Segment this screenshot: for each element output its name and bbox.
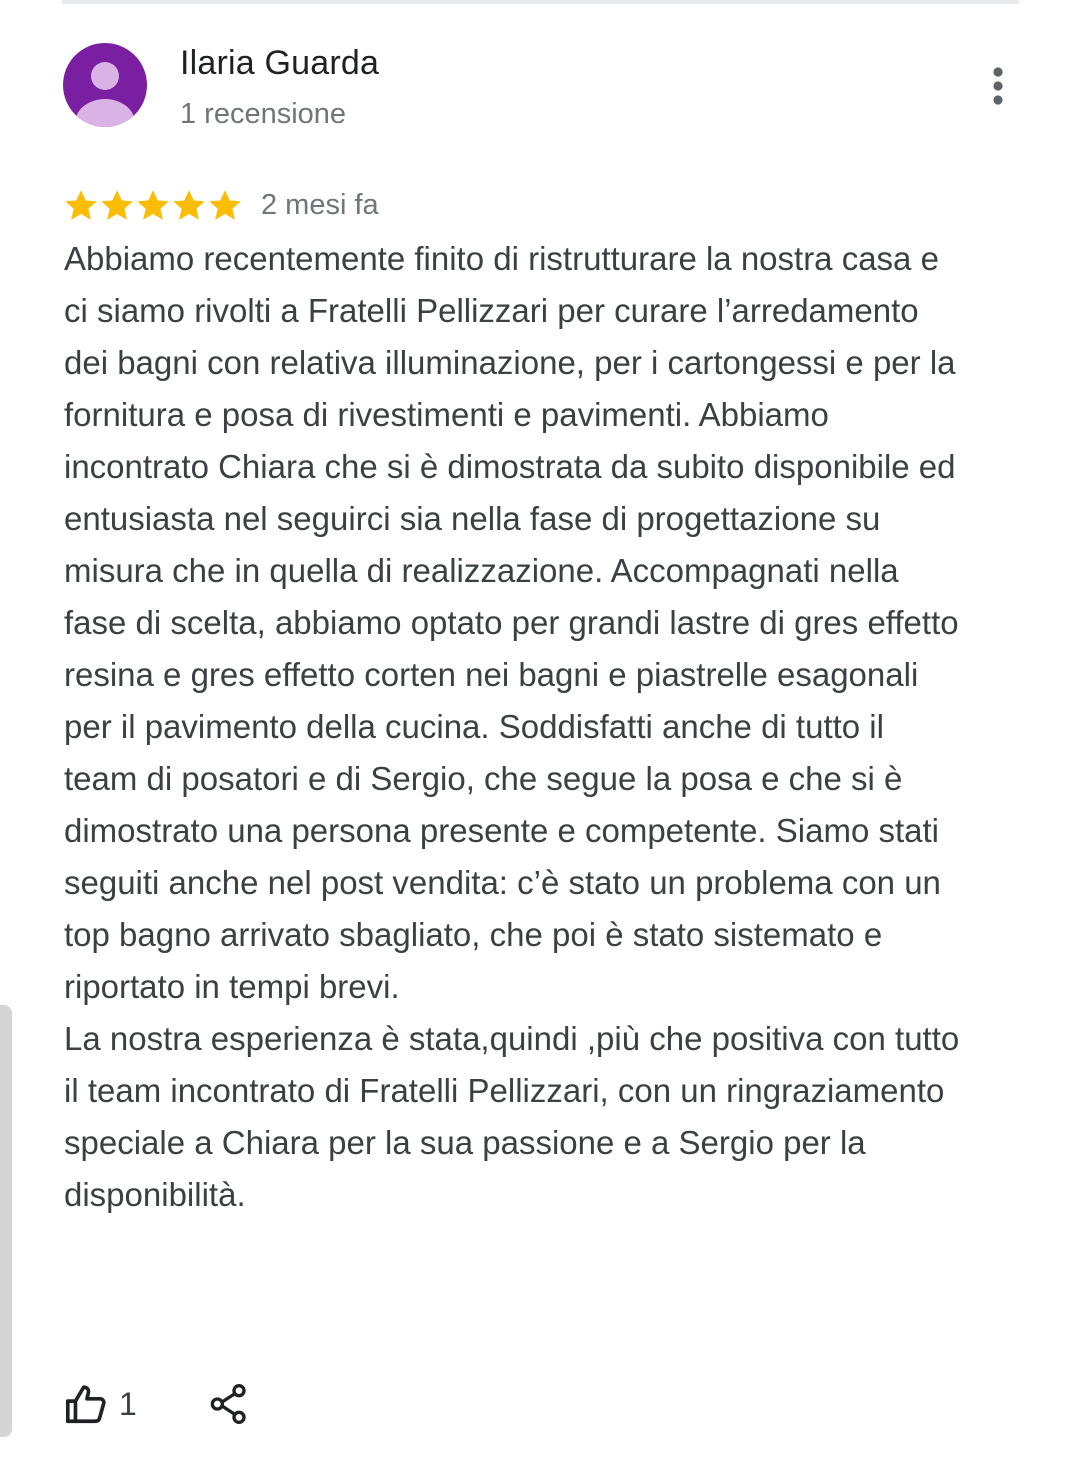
thumb-up-outline-icon	[63, 1381, 109, 1427]
side-scroll-indicator[interactable]	[0, 1005, 12, 1437]
rating-row	[63, 184, 379, 226]
more-vert-icon	[991, 66, 1005, 106]
review-paragraph: Abbiamo recentemente finito di ristrutturare la nostra casa e ci siamo rivolti a Fratelli Pellizzari per curare l’arredamento dei bagni con relativa illuminazione, per i cartongessi e per la fornitura e posa di rivestimenti e pavimenti. Abbiamo incontrato Chiara che si è dimostrata da subito disponibile ed entusiasta nel seguirci sia nella fase di progettazione su misura che in quella di realizzazione. Accompagnati nella fase di scelta, abbiamo optato per grandi lastre di gres effetto resina e gres effetto corten nei bagni e piastrelle esagonali per il pavimento della cucina. Soddisfatti anche di tutto il team di posatori e di Sergio, che segue la posa e che si è dimostrato una persona presente e competente. Siamo stati seguiti anche nel post vendita: c’è stato un problema con un top bagno arrivato sbagliato, che poi è stato sistemato e riportato in tempi brevi.	[64, 240, 959, 1005]
reviewer-name[interactable]: Ilaria Guarda	[180, 44, 380, 82]
more-options-button[interactable]	[978, 62, 1018, 110]
share-icon	[209, 1382, 249, 1426]
star-rating	[63, 187, 243, 223]
star-filled-icon	[63, 187, 99, 223]
like-count: 1	[119, 1385, 137, 1422]
star-filled-icon	[99, 187, 135, 223]
review-actions	[63, 1378, 249, 1430]
like-button[interactable]	[63, 1381, 137, 1427]
avatar-person-icon	[63, 43, 147, 127]
star-filled-icon	[171, 187, 207, 223]
share-button[interactable]	[209, 1382, 249, 1426]
review-date: 2 mesi fa	[261, 188, 379, 221]
reviewer-review-count: 1 recensione	[180, 98, 347, 130]
top-divider	[62, 0, 1019, 4]
avatar[interactable]	[63, 43, 147, 127]
review-text	[64, 233, 964, 1221]
star-filled-icon	[207, 187, 243, 223]
review-paragraph: La nostra esperienza è stata,quindi ,più che positiva con tutto il team incontrato di Fratelli Pellizzari, con un ringraziamento speciale a Chiara per la sua passione e a Sergio per la disponibilità.	[64, 1020, 960, 1213]
star-filled-icon	[135, 187, 171, 223]
